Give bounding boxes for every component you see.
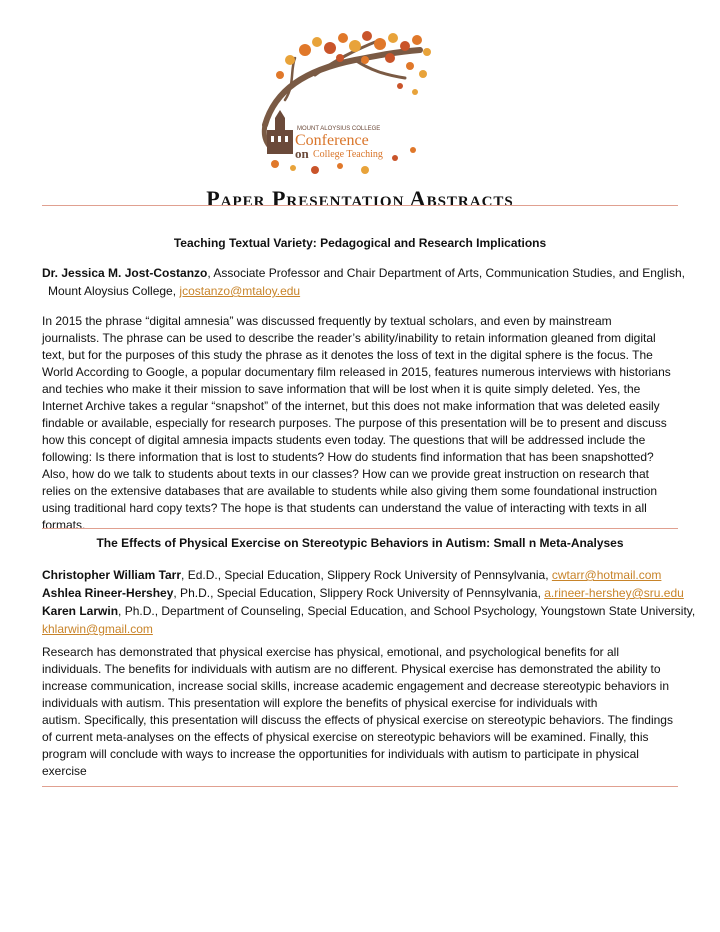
paper2-authors (42, 566, 696, 638)
author-affiliation: , Ed.D., Special Education, Slippery Rock University of Pennsylvania, (181, 568, 552, 582)
abstract-line: using traditional hard copy texts? The hope is that students can understand the value of interacting with texts in all (42, 501, 647, 515)
abstract-line: program will conclude with ways to increase the opportunities for individuals with autism to participate in physical (42, 747, 639, 761)
abstract-line: findable or available, especially for research purposes. The purpose of this presentation will be to present and discuss (42, 416, 667, 430)
abstract-line: Also, how do we talk to students about texts in our classes? How can we provide great instruction on research that (42, 467, 649, 481)
abstract-line: formats. (42, 518, 86, 532)
divider (42, 786, 678, 787)
abstract-line: text, but for the purposes of this study the phrase as it denotes the loss of text in the digital sphere is the focus. The (42, 348, 653, 362)
author-name: Karen Larwin (42, 604, 119, 618)
author-affiliation: , Ph.D., Special Education, Slippery Rock University of Pennsylvania, (173, 586, 545, 600)
paper2-abstract (42, 644, 682, 780)
paper2-title: The Effects of Physical Exercise on Stereotypic Behaviors in Autism: Small n Meta-Analyses (96, 536, 624, 550)
divider (42, 528, 678, 529)
abstract-line: In 2015 the phrase “digital amnesia” was discussed frequently by textual scholars, and even by mainstream (42, 314, 612, 328)
abstract-line: following: Is there information that is lost to students? How do students find information that has been snapshotted? (42, 450, 654, 464)
paper1-title: Teaching Textual Variety: Pedagogical and Research Implications (173, 236, 547, 250)
author-name: Dr. Jessica M. Jost-Costanzo (42, 266, 208, 280)
author-email-link[interactable]: a.rineer-hershey@sru.edu (544, 586, 684, 600)
abstract-line: of current meta-analyses on the effects of physical exercise on stereotypic behaviors will be examined. Finally, this (42, 730, 649, 744)
section-heading: Paper Presentation Abstracts (206, 186, 514, 211)
abstract-line: autism. Specifically, this presentation will discuss the effects of physical exercise on stereotypic behaviors. The findings (42, 713, 673, 727)
paper1-abstract (42, 313, 682, 534)
author-email-link[interactable]: khlarwin@gmail.com (42, 622, 153, 636)
divider (42, 205, 678, 206)
abstract-line: Internet Archive takes a regular “snapshot” of the internet, but this does not make information that was deleted easily (42, 399, 660, 413)
author-email-link[interactable]: jcostanzo@mtaloy.edu (179, 284, 301, 298)
logo-line2: Conference (295, 132, 369, 149)
logo-line1: MOUNT ALOYSIUS COLLEGE (297, 126, 381, 132)
abstract-line: individuals with autism. This presentation will explore the benefits of physical exercise for individuals with (42, 696, 598, 710)
abstract-line: journalists. The phrase can be used to describe the reader’s ability/inability to retain information gleaned from digital (42, 331, 656, 345)
conference-logo (245, 30, 435, 175)
author-affiliation: , Ph.D., Department of Counseling, Special Education, and School Psychology, Youngstown State University, (118, 604, 696, 618)
abstract-line: how this concept of digital amnesia impacts students even today. The questions that will be addressed include the (42, 433, 646, 447)
logo-line3b: College Teaching (313, 149, 383, 160)
abstract-line: relies on the extensive databases that are available to students while also giving them some foundational instruction (42, 484, 658, 498)
logo-line3a: on (295, 146, 309, 161)
author-name: Christopher William Tarr (42, 568, 182, 582)
paper1-authors (42, 264, 685, 300)
abstract-line: increase communication, increase social skills, increase academic engagement and decrease stereotypic behaviors in (42, 679, 669, 693)
author-affiliation-cont: Mount Aloysius College, (48, 284, 180, 298)
abstract-line: exercise (42, 764, 87, 778)
author-name: Ashlea Rineer-Hershey (42, 586, 174, 600)
abstract-line: Research has demonstrated that physical exercise has physical, emotional, and psychological benefits for all (42, 645, 619, 659)
author-email-link[interactable]: cwtarr@hotmail.com (551, 568, 662, 582)
author-affiliation: , Associate Professor and Chair Department of Arts, Communication Studies, and English, (207, 266, 685, 280)
abstract-line: and techies who make it their mission to save information that will be lost when it is quite simply deleted. Yes, the (42, 382, 641, 396)
abstract-line: individuals. The benefits for individuals with autism are no different. Physical exercise has demonstrated the ability to (42, 662, 661, 676)
abstract-line: World According to Google, a popular documentary film released in 2015, features numerous interviews with historians (42, 365, 671, 379)
